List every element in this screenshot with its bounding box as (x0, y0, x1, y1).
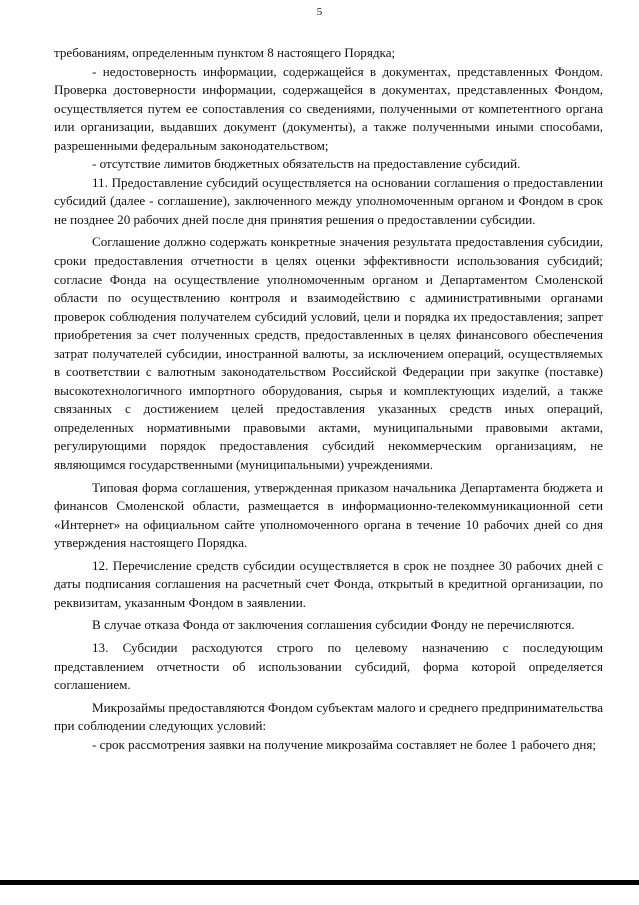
page-number: 5 (316, 6, 323, 18)
document-body (54, 44, 603, 754)
paragraph: Микрозаймы предоставляются Фондом субъектам малого и среднего предпринимательства при соблюдении следующих условий: (54, 699, 603, 734)
paragraph: - отсутствие лимитов бюджетных обязательств на предоставление субсидий. (92, 156, 521, 172)
paragraph: 12. Перечисление средств субсидии осуществляется в срок не позднее 30 рабочих дней с даты подписания соглашения на расчетный счет Фонда, открытый в кредитной организации, по реквизитам, указанным Фондом в заявлении. (54, 557, 603, 610)
paragraph: - недостоверность информации, содержащейся в документах, представленных Фондом. Проверка достоверности информации, содержащейся в документах, представленных Фондом, осуществляется путем ее сопоставления со сведениями, полученными от компетентного органа или организации, выдавших документ (документы), а также полученными иными способами, разрешенными федеральным законодательством; (54, 63, 603, 153)
paragraph: Соглашение должно содержать конкретные значения результата предоставления субсидии, сроки предоставления отчетности в целях оценки эффективности использования субсидий; согласие Фонда на осуществление уполномоченным органом и Департаментом Смоленской области по осуществлению контроля и взаимодействию с административными органами проверок соблюдения получателем субсидий условий, цели и порядка их предоставления; запрет приобретения за счет полученных средств, предоставленных в целях финансового обеспечения затрат получателей субсидии, иностранной валюты, за исключением операций, осуществляемых в соответствии с валютным законодательством Российской Федерации при закупке (поставке) высокотехнологичного импортного оборудования, сырья и комплектующих изделий, а также связанных с достижением целей предоставления указанных средств иных операций, определенных нормативными правовыми актами, муниципальными правовыми актами, регулирующими порядок предоставления субсидий некоммерческим организациям, не являющимся государственными (муниципальными) учреждениями. (54, 234, 603, 473)
paragraph: 11. Предоставление субсидий осуществляется на основании соглашения о предоставлении субсидий (далее - соглашение), заключенного между уполномоченным органом и Фондом в срок не позднее 20 рабочих дней после дня принятия решения о предоставлении субсидии. (54, 174, 603, 227)
paragraph: Типовая форма соглашения, утвержденная приказом начальника Департамента бюджета и финансов Смоленской области, размещается в информационно-телекоммуникационной сети «Интернет» на официальном сайте уполномоченного органа в течение 10 рабочих дней со дня утверждения настоящего Порядка. (54, 479, 603, 551)
paragraph: - срок рассмотрения заявки на получение микрозайма составляет не более 1 рабочего дня; (92, 736, 597, 752)
paragraph: требованиям, определенным пунктом 8 настоящего Порядка; (54, 45, 396, 60)
paragraph: 13. Субсидии расходуются строго по целевому назначению с последующим представлением отчетности об использовании субсидий, форма которой определяется соглашением. (54, 639, 603, 693)
paragraph: В случае отказа Фонда от заключения соглашения субсидии Фонду не перечисляются. (92, 617, 575, 633)
scan-border-line (0, 880, 639, 885)
